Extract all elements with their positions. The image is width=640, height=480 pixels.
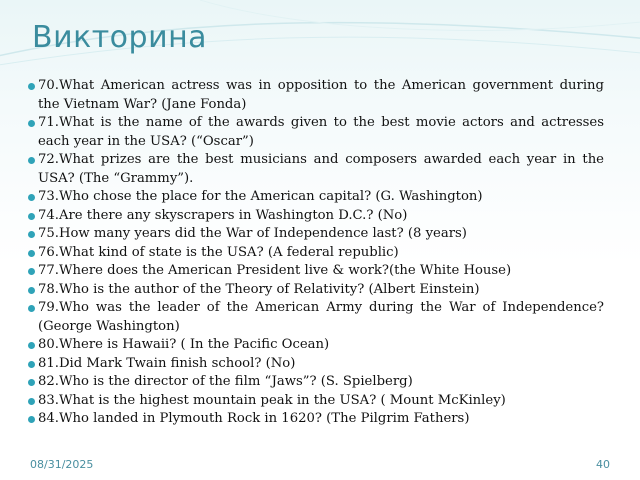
bullet-icon [28, 83, 35, 90]
list-item [28, 281, 604, 300]
list-item [28, 262, 604, 281]
question-text: 78.Who is the author of the Theory of Relativity? (Albert Einstein) [38, 281, 480, 297]
slide-title: Викторина [32, 20, 208, 55]
question-text: 79.Who was the leader of the American Army during the War of Independence? (George Washington) [38, 300, 604, 334]
list-item [28, 207, 604, 226]
question-text: 73.Who chose the place for the American capital? (G. Washington) [38, 189, 483, 204]
question-text: 74.Are there any skyscrapers in Washington D.C.? (No) [38, 207, 408, 223]
question-text: 84.Who landed in Plymouth Rock in 1620? (The Pilgrim Fathers) [38, 411, 470, 426]
list-item [28, 77, 604, 114]
question-text: 70.What American actress was in opposition to the American government during the Vietnam War? (Jane Fonda) [38, 78, 604, 112]
question-text: 82.Who is the director of the film “Jaws”? (S. Spielberg) [38, 374, 413, 389]
bullet-icon [28, 194, 35, 201]
list-item [28, 392, 604, 411]
bullet-icon [28, 231, 35, 238]
bullet-icon [28, 398, 35, 405]
list-item [28, 336, 604, 355]
bullet-icon [28, 120, 35, 127]
question-text: 83.What is the highest mountain peak in the USA? ( Mount McKinley) [38, 392, 506, 408]
question-text: 75.How many years did the War of Independence last? (8 years) [38, 226, 467, 241]
bullet-icon [28, 250, 35, 257]
question-text: 81.Did Mark Twain finish school? (No) [38, 355, 296, 371]
bullet-icon [28, 268, 35, 275]
list-item [28, 299, 604, 336]
question-text: 77.Where does the American President live & work?(the White House) [38, 263, 512, 278]
question-text: 76.What kind of state is the USA? (A federal republic) [38, 244, 399, 260]
bullet-icon [28, 361, 35, 368]
list-item [28, 410, 604, 429]
question-text: 72.What prizes are the best musicians and composers awarded each year in the USA? (The “Grammy”). [38, 152, 604, 186]
list-item [28, 373, 604, 392]
list-item [28, 244, 604, 263]
list-item [28, 355, 604, 374]
list-item [28, 114, 604, 151]
bullet-icon [28, 342, 35, 349]
question-text: 80.Where is Hawaii? ( In the Pacific Ocean) [38, 337, 330, 352]
bullet-icon [28, 416, 35, 423]
bullet-icon [28, 287, 35, 294]
bullet-icon [28, 379, 35, 386]
bullet-icon [28, 157, 35, 164]
list-item [28, 225, 604, 244]
bullet-icon [28, 213, 35, 220]
slide-date: 08/31/2025 [30, 458, 94, 471]
question-list [28, 77, 604, 429]
bullet-icon [28, 305, 35, 312]
list-item [28, 188, 604, 207]
slide-page-number: 40 [596, 458, 610, 471]
list-item [28, 151, 604, 188]
question-text: 71.What is the name of the awards given to the best movie actors and actresses each year in the USA? (“Oscar”) [38, 115, 604, 149]
